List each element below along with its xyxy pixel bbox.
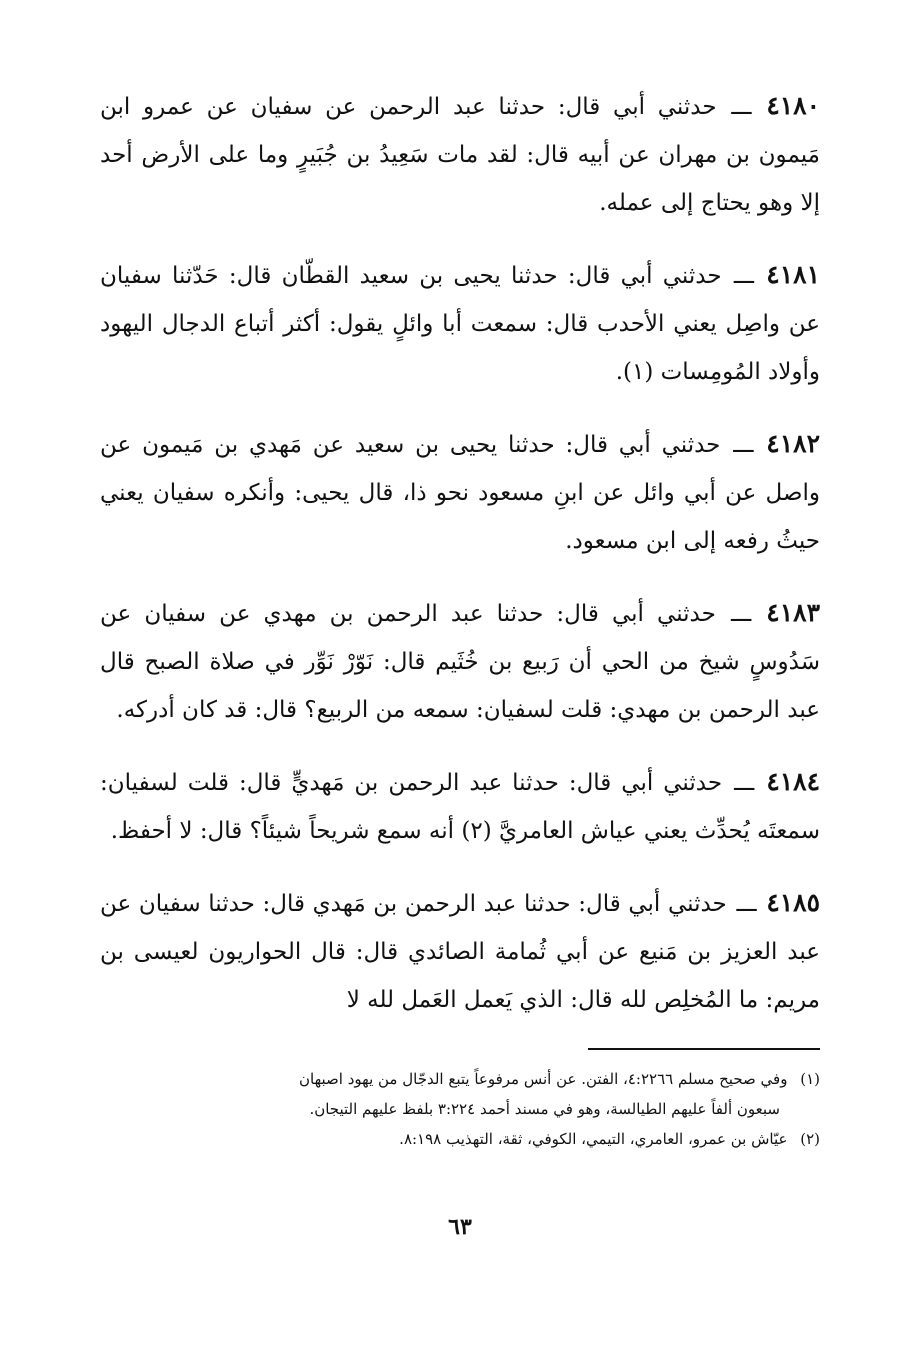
- footnote-continuation: سبعون ألفاً عليهم الطيالسة، وهو في مسند أحمد ٣:٢٢٤ بلفظ عليهم التيجان.: [309, 1100, 780, 1118]
- hadith-text: حدثني أبي قال: حدثنا عبد الرحمن بن مَهدي قال: حدثنا سفيان عن عبد العزيز بن مَنيع عن أبي ثُمامة الصائدي قال: قال الحواريون لعيسى بن مريم: ما المُخلِص لله قال: الذي يَعمل العَمل لله لا: [100, 891, 820, 1013]
- hadith-number: ٤١٨٣: [766, 598, 821, 627]
- hadith-text: حدثني أبي قال: حدثنا عبد الرحمن عن سفيان عن عمرو ابن مَيمون بن مهران عن أبيه قال: لقد مات سَعِيدُ بن جُبَيرٍ وما على الأرض أحد إلا وهو يحتاج إلى عمله.: [100, 94, 820, 216]
- entry-dash: ـــ: [730, 601, 752, 627]
- hadith-text: حدثني أبي قال: حدثنا عبد الرحمن بن مهدي عن سفيان عن سَدُوسٍ شيخ من الحي أن رَبيع بن خُثَيم قال: نَوّرْ نَوِّر في صلاة الصبح قال عبد الرحمن بن مهدي: قلت لسفيان: سمعه من الربيع؟ قال: قد كان أدركه.: [100, 601, 820, 723]
- footnote-text: وفي صحيح مسلم ٤:٢٢٦٦، الفتن. عن أنس مرفوعاً يتبع الدجّال من يهود اصبهان: [299, 1070, 788, 1088]
- footnote-marker: (٢): [800, 1130, 820, 1148]
- hadith-text: حدثني أبي قال: حدثنا يحيى بن سعيد القطّان قال: حَدّثنا سفيان عن واصِل يعني الأحدب قال: سمعت أبا وائلٍ يقول: أكثر أتباع الدجال اليهود وأولاد المُومِسات (١).: [100, 263, 820, 385]
- entry-dash: ـــ: [733, 263, 755, 289]
- entry-dash: ـــ: [734, 770, 755, 796]
- page-number: ٦٣: [448, 1214, 472, 1240]
- entry-dash: ـــ: [733, 432, 754, 458]
- hadith-text: حدثني أبي قال: حدثنا عبد الرحمن بن مَهديٍّ قال: قلت لسفيان: سمعتَه يُحدِّث يعني عياش العامريَّ (٢) أنه سمع شريحاً شيئاً؟ قال: لا أحفظ.: [100, 770, 820, 844]
- hadith-entry: [100, 589, 820, 734]
- hadith-number: ٤١٨٤: [766, 767, 821, 796]
- hadith-number: ٤١٨١: [766, 260, 821, 289]
- entry-dash: ـــ: [731, 94, 752, 120]
- hadith-number: ٤١٨٥: [766, 888, 821, 917]
- footnote-marker: (١): [800, 1070, 820, 1088]
- footnote: [100, 1064, 820, 1094]
- hadith-number: ٤١٨٢: [766, 429, 821, 458]
- hadith-number: ٤١٨٠: [766, 91, 821, 120]
- hadith-entry: [100, 879, 820, 1024]
- hadith-list: [100, 82, 820, 1024]
- footnote-text: عيّاش بن عمرو، العامري، التيمي، الكوفي، ثقة، التهذيب ٨:١٩٨.: [399, 1130, 788, 1148]
- entry-dash: ـــ: [736, 891, 757, 917]
- hadith-entry: [100, 251, 820, 396]
- hadith-entry: [100, 758, 820, 855]
- hadith-text: حدثني أبي قال: حدثنا يحيى بن سعيد عن مَهدي بن مَيمون عن واصل عن أبي وائل عن ابنِ مسعود نحو ذا، قال يحيى: وأنكره سفيان يعني حيثُ رفعه إلى ابن مسعود.: [100, 432, 820, 554]
- hadith-entry: [100, 420, 820, 565]
- footnote-divider: [588, 1048, 820, 1050]
- footnotes: [100, 1064, 820, 1154]
- hadith-entry: [100, 82, 820, 227]
- footnote: [100, 1124, 820, 1154]
